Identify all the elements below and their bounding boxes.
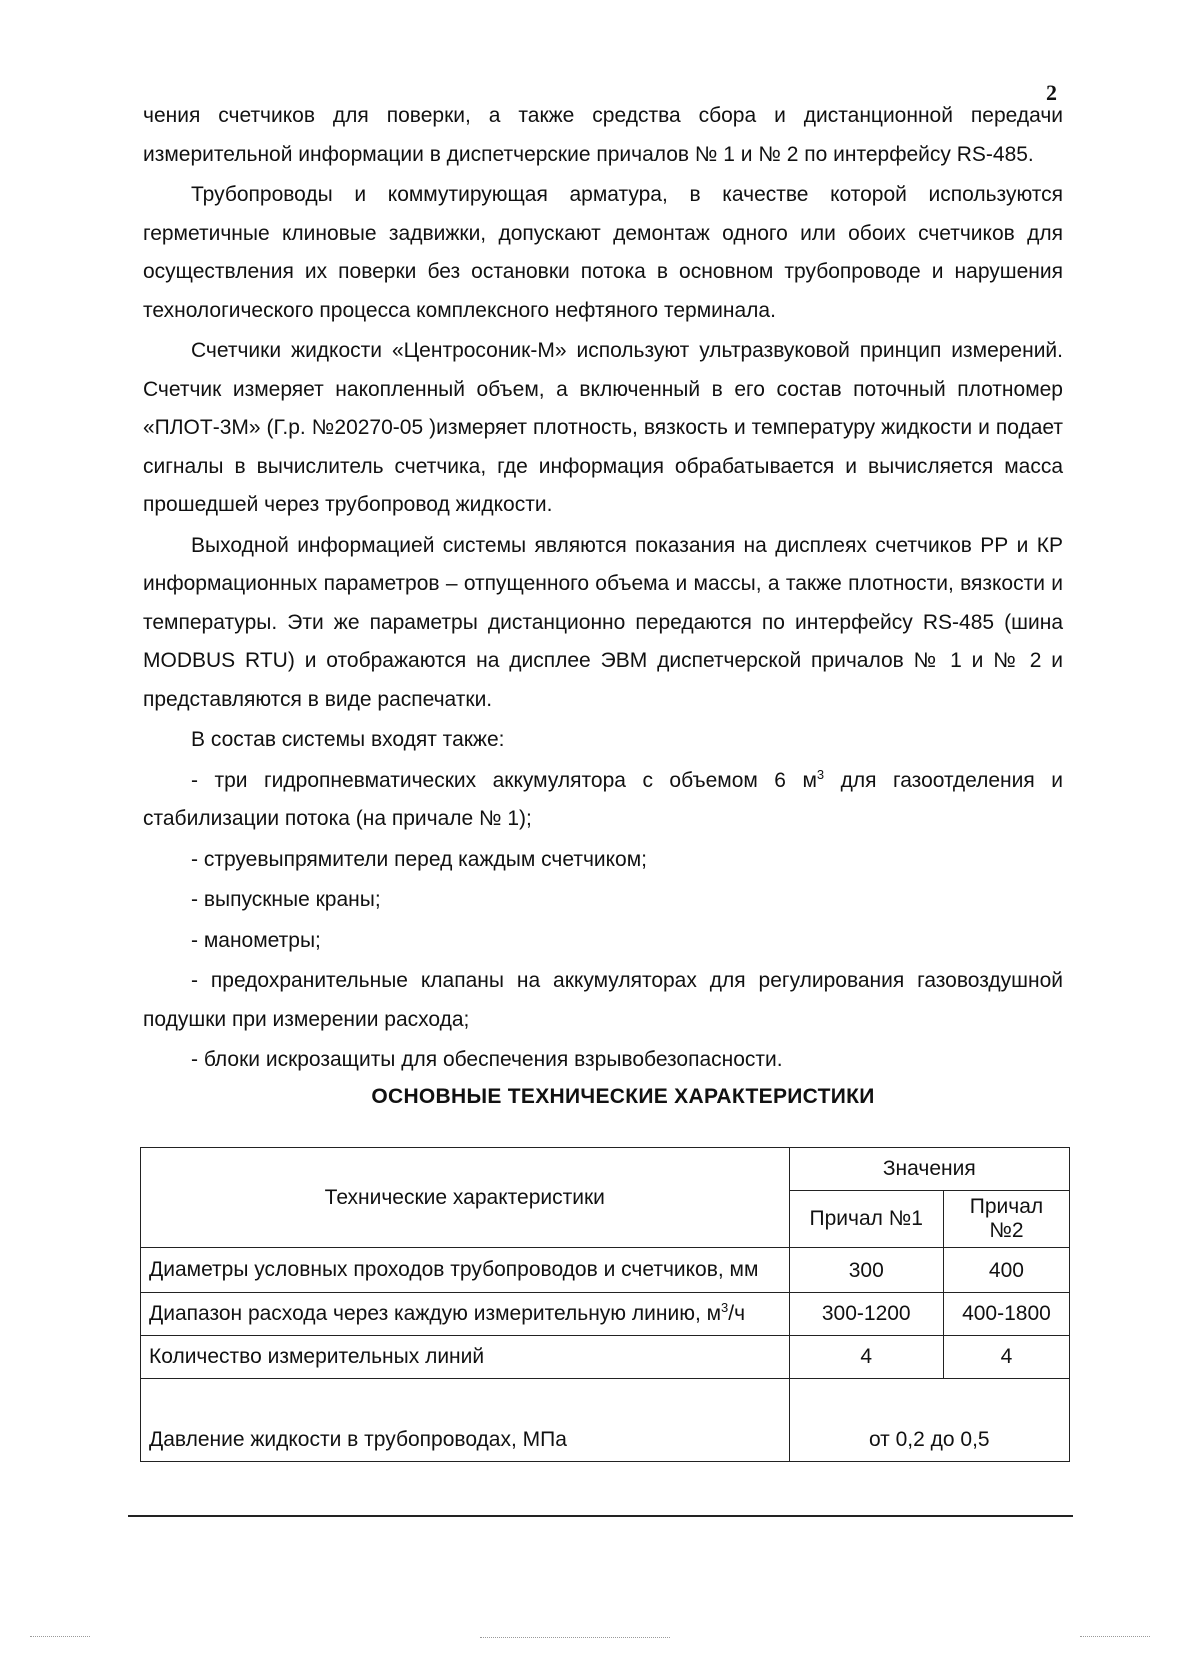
scan-artifact — [480, 1637, 670, 1638]
scan-artifact — [1080, 1636, 1150, 1637]
body-text — [143, 97, 1063, 1080]
paragraph-pipelines: Трубопроводы и коммутирующая арматура, в качестве которой используются герметичные клиновые задвижки, допускают демонтаж одного или обоих счетчиков для осуществления их поверки без остановки потока в основном трубопроводе и нарушения технологического процесса комплексного нефтяного терминала. — [143, 183, 1063, 322]
section-title: ОСНОВНЫЕ ТЕХНИЧЕСКИЕ ХАРАКТЕРИСТИКИ — [371, 1085, 875, 1108]
paragraph-output-info: Выходной информацией системы являются показания на дисплеях счетчиков РР и КР информационных параметров – отпущенного объема и массы, а также плотности, вязкости и температуры. Эти же параметры дистанционно передаются по интерфейсу RS-485 (шина MODBUS RTU) и отображаются на дисплее ЭВМ диспетчерской причалов № 1 и № 2 и представляются в виде распечатки. — [143, 533, 1063, 711]
list-item-drain-valves: - выпускные краны; — [191, 888, 381, 911]
row-label-pressure: Давление жидкости в трубопроводах, МПа — [141, 1379, 790, 1462]
header-values: Значения — [789, 1148, 1069, 1191]
table-header-row — [141, 1148, 1070, 1191]
list-item-accumulators: - три гидропневматических аккумулятора с объемом 6 $м^3$ для газоотделения и стабилизации потока (на причале № 1); — [143, 766, 1063, 830]
list-item-flow-straighteners: - струевыпрямители перед каждым счетчиком; — [191, 847, 648, 871]
row-value-berth-2: 400 — [943, 1248, 1069, 1293]
table-row — [141, 1379, 1070, 1462]
list-item-safety-valves: - предохранительные клапаны на аккумуляторах для регулирования газовоздушной подушки при измерении расхода; — [143, 969, 1063, 1031]
list-item-manometers: - манометры; — [191, 928, 321, 952]
row-value-pressure: от 0,2 до 0,5 — [789, 1379, 1069, 1462]
row-value-berth-2: 400-1800 — [943, 1293, 1069, 1336]
header-berth-1: Причал №1 — [789, 1191, 943, 1248]
row-label-line-count: Количество измерительных линий — [141, 1336, 790, 1379]
scan-artifact — [30, 1636, 90, 1637]
row-value-berth-1: 300-1200 — [789, 1293, 943, 1336]
list-item-spark-protection: - блоки искрозащиты для обеспечения взрывобезопасности. — [191, 1048, 783, 1071]
row-label-flow-range: Диапазон расхода через каждую измерительную линию, $м^3/ч$ — [141, 1293, 790, 1336]
paragraph-composition: В состав системы входят также: — [191, 728, 505, 751]
table-row — [141, 1248, 1070, 1293]
table-row — [141, 1293, 1070, 1336]
row-value-berth-1: 4 — [789, 1336, 943, 1379]
specs-table — [140, 1147, 1070, 1462]
page-number: 2 — [1046, 80, 1057, 105]
row-label-diameters: Диаметры условных проходов трубопроводов и счетчиков, мм — [141, 1248, 790, 1293]
header-characteristics: Технические характеристики — [141, 1148, 790, 1248]
header-berth-2: Причал №2 — [943, 1191, 1069, 1248]
row-value-berth-2: 4 — [943, 1336, 1069, 1379]
table-row — [141, 1336, 1070, 1379]
table-bottom-rule — [128, 1515, 1073, 1517]
paragraph-meters: Счетчики жидкости «Центросоник-М» используют ультразвуковой принцип измерений. Счетчик измеряет накопленный объем, а включенный в его состав поточный плотномер «ПЛОТ-3М» (Г.р. №20270-05 )измеряет плотность, вязкость и температуру жидкости и подает сигналы в вычислитель счетчика, где информация обрабатывается и вычисляется масса прошедшей через трубопровод жидкости. — [143, 339, 1063, 516]
paragraph-continuation: чения счетчиков для поверки, а также средства сбора и дистанционной передачи измерительной информации в диспетчерские причалов № 1 и № 2 по интерфейсу RS-485. — [143, 104, 1063, 166]
row-value-berth-1: 300 — [789, 1248, 943, 1293]
